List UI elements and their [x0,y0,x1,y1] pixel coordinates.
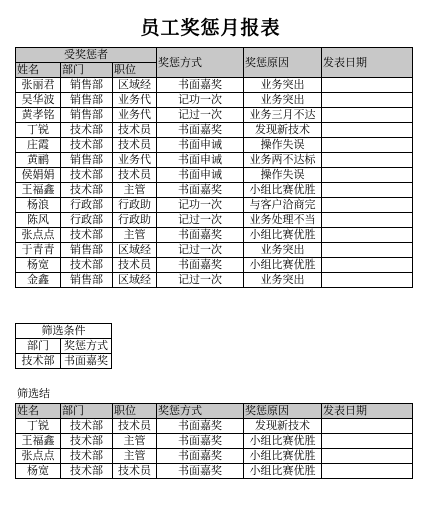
group-header-cell: 受奖惩者 [16,48,157,63]
cell-name[interactable]: 陈风 [16,213,61,228]
cell-dept[interactable]: 技术部 [61,138,113,153]
cell-name[interactable]: 庄霞 [16,138,61,153]
cell-name[interactable]: 张点点 [16,228,61,243]
cell-dept[interactable]: 销售部 [61,93,113,108]
report-title: 员工奖惩月报表 [140,17,281,39]
cell-method[interactable]: 书面嘉奖 [157,434,244,449]
cell-position[interactable]: 主管 [113,434,157,449]
cell-reason[interactable]: 发现新技术 [244,123,322,138]
table-row [16,243,413,258]
cell-reason[interactable]: 操作失误 [244,138,322,153]
cell-dept[interactable]: 技术部 [61,434,113,449]
cell-dept[interactable]: 销售部 [61,273,113,288]
cell-method[interactable]: 书面申诫 [157,138,244,153]
cell-reason[interactable]: 小组比赛优胜 [244,434,322,449]
cell-dept[interactable]: 销售部 [61,108,113,123]
table-row [16,434,413,449]
cell-reason[interactable]: 业务突出 [244,78,322,93]
cell-dept[interactable]: 技术部 [61,228,113,243]
cell-dept[interactable]: 销售部 [61,243,113,258]
cell-date[interactable] [322,273,413,288]
cell-method[interactable]: 书面嘉奖 [157,228,244,243]
cell-reason[interactable]: 与客户洽商完 [244,198,322,213]
criteria-column-method[interactable]: 奖惩方式 [61,339,112,354]
cell-date[interactable] [322,138,413,153]
cell-position[interactable]: 业务代 [113,108,157,123]
cell-name[interactable]: 张丽君 [16,78,61,93]
cell-reason[interactable]: 发现新技术 [244,419,322,434]
cell-date[interactable] [322,434,413,449]
result-header-method[interactable]: 奖惩方式 [157,404,244,419]
cell-dept[interactable]: 技术部 [61,419,113,434]
cell-reason[interactable]: 业务两不达标 [244,153,322,168]
column-header-reason[interactable]: 奖惩原因 [244,48,322,78]
cell-date[interactable] [322,78,413,93]
criteria-value-dept[interactable]: 技术部 [16,354,61,369]
cell-name[interactable]: 杨浪 [16,198,61,213]
cell-position[interactable]: 业务代 [113,93,157,108]
table-row [16,198,413,213]
cell-position[interactable]: 主管 [113,449,157,464]
cell-reason[interactable]: 业务突出 [244,273,322,288]
cell-reason[interactable]: 小组比赛优胜 [244,228,322,243]
cell-method[interactable]: 记过一次 [157,213,244,228]
cell-date[interactable] [322,183,413,198]
table-row [16,449,413,464]
cell-reason[interactable]: 业务处理不当 [244,213,322,228]
cell-method[interactable]: 书面嘉奖 [157,123,244,138]
cell-date[interactable] [322,93,413,108]
cell-method[interactable]: 书面申诫 [157,168,244,183]
cell-date[interactable] [322,449,413,464]
cell-position[interactable]: 行政助 [113,213,157,228]
cell-position[interactable]: 业务代 [113,153,157,168]
cell-date[interactable] [322,123,413,138]
cell-dept[interactable]: 行政部 [61,198,113,213]
cell-position[interactable]: 技术员 [113,138,157,153]
cell-name[interactable]: 王福鑫 [16,183,61,198]
criteria-values-row [16,354,112,369]
cell-method[interactable]: 书面嘉奖 [157,183,244,198]
cell-method[interactable]: 书面申诫 [157,153,244,168]
cell-position[interactable]: 主管 [113,228,157,243]
cell-method[interactable]: 记功一次 [157,198,244,213]
cell-date[interactable] [322,419,413,434]
cell-date[interactable] [322,258,413,273]
cell-reason[interactable]: 小组比赛优胜 [244,449,322,464]
column-header-name[interactable]: 姓名 [16,63,61,78]
cell-reason[interactable]: 业务突出 [244,93,322,108]
cell-dept[interactable]: 技术部 [61,449,113,464]
column-header-dept[interactable]: 部门 [61,63,113,78]
cell-name[interactable]: 张点点 [16,449,61,464]
cell-method[interactable]: 记过一次 [157,108,244,123]
group-header-row [16,48,413,63]
cell-date[interactable] [322,168,413,183]
cell-reason[interactable]: 小组比赛优胜 [244,258,322,273]
column-header-position[interactable]: 职位 [113,63,157,78]
criteria-header[interactable]: 筛选条件 [16,324,112,339]
cell-dept[interactable]: 技术部 [61,464,113,479]
cell-name[interactable]: 杨宽 [16,258,61,273]
cell-date[interactable] [322,198,413,213]
cell-dept[interactable]: 技术部 [61,258,113,273]
table-row [16,108,413,123]
cell-method[interactable]: 书面嘉奖 [157,464,244,479]
table-row [16,258,413,273]
result-header-date[interactable]: 发表日期 [322,404,413,419]
cell-position[interactable]: 行政助 [113,198,157,213]
cell-position[interactable]: 区域经 [113,78,157,93]
result-header-dept[interactable]: 部门 [61,404,113,419]
cell-name[interactable]: 黄鹂 [16,153,61,168]
cell-method[interactable]: 记过一次 [157,243,244,258]
cell-name[interactable]: 金鑫 [16,273,61,288]
cell-method[interactable]: 书面嘉奖 [157,78,244,93]
cell-dept[interactable]: 技术部 [61,123,113,138]
table-row [16,228,413,243]
cell-method[interactable]: 记过一次 [157,273,244,288]
criteria-header-row [16,324,112,339]
cell-dept[interactable]: 技术部 [61,168,113,183]
cell-position[interactable]: 主管 [113,183,157,198]
table-row [16,183,413,198]
result-header-reason[interactable]: 奖惩原因 [244,404,322,419]
table-row [16,153,413,168]
result-header-name[interactable]: 姓名 [16,404,61,419]
cell-name[interactable]: 黄孝铭 [16,108,61,123]
criteria-columns-row [16,339,112,354]
cell-position[interactable]: 区域经 [113,243,157,258]
main-table [15,47,413,288]
cell-dept[interactable]: 行政部 [61,213,113,228]
table-row [16,273,413,288]
cell-name[interactable]: 王福鑫 [16,434,61,449]
cell-name[interactable]: 丁锐 [16,123,61,138]
cell-reason[interactable]: 小组比赛优胜 [244,464,322,479]
cell-dept[interactable]: 销售部 [61,153,113,168]
cell-date[interactable] [322,108,413,123]
cell-method[interactable]: 记功一次 [157,93,244,108]
cell-position[interactable]: 技术员 [113,464,157,479]
result-table [15,403,413,479]
table-row [16,93,413,108]
table-row [16,464,413,479]
table-row [16,168,413,183]
cell-position[interactable]: 区域经 [113,273,157,288]
cell-method[interactable]: 书面嘉奖 [157,258,244,273]
cell-name[interactable]: 丁锐 [16,419,61,434]
cell-name[interactable]: 杨宽 [16,464,61,479]
cell-reason[interactable]: 操作失误 [244,168,322,183]
cell-method[interactable]: 书面嘉奖 [157,449,244,464]
cell-name[interactable]: 侯娟娟 [16,168,61,183]
table-row [16,138,413,153]
cell-date[interactable] [322,153,413,168]
cell-dept[interactable]: 技术部 [61,183,113,198]
cell-date[interactable] [322,464,413,479]
cell-position[interactable]: 技术员 [113,168,157,183]
table-row [16,123,413,138]
cell-name[interactable]: 吴华波 [16,93,61,108]
table-row [16,419,413,434]
cell-name[interactable]: 于青青 [16,243,61,258]
cell-date[interactable] [322,213,413,228]
cell-dept[interactable]: 销售部 [61,78,113,93]
cell-method[interactable]: 书面嘉奖 [157,419,244,434]
criteria-table [15,323,112,369]
cell-date[interactable] [322,228,413,243]
column-header-method[interactable]: 奖惩方式 [157,48,244,78]
criteria-column-dept[interactable]: 部门 [16,339,61,354]
criteria-value-method[interactable]: 书面嘉奖 [61,354,112,369]
result-header-position[interactable]: 职位 [113,404,157,419]
cell-position[interactable]: 技术员 [113,419,157,434]
cell-position[interactable]: 技术员 [113,123,157,138]
column-header-date[interactable]: 发表日期 [322,48,413,78]
cell-date[interactable] [322,243,413,258]
cell-reason[interactable]: 小组比赛优胜 [244,183,322,198]
result-label: 筛选结 [17,387,50,400]
cell-reason[interactable]: 业务三月不达 [244,108,322,123]
table-row [16,78,413,93]
cell-position[interactable]: 技术员 [113,258,157,273]
table-row [16,213,413,228]
cell-reason[interactable]: 业务突出 [244,243,322,258]
result-header-row [16,404,413,419]
